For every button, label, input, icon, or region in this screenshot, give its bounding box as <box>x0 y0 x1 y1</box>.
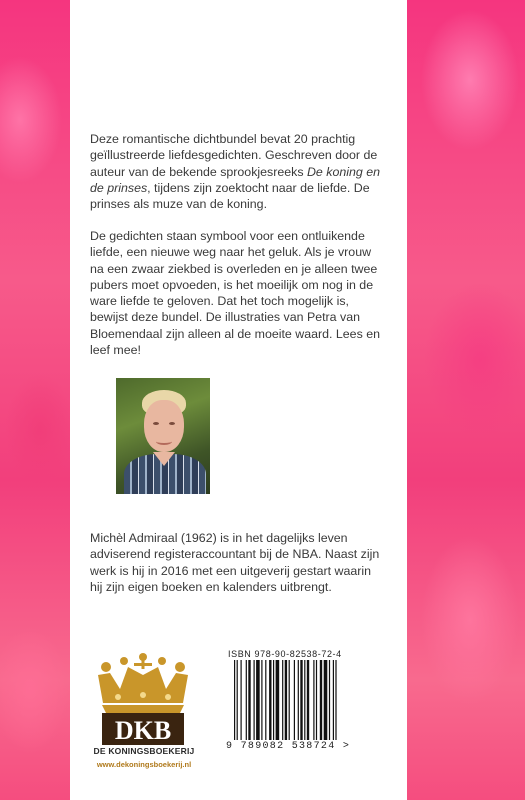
series-title: De koning en de prinses <box>90 164 381 195</box>
publisher-name: DE KONINGSBOEKERIJ <box>93 746 195 756</box>
author-photo <box>116 378 210 494</box>
publisher-url[interactable]: www.dekoningsboekerij.nl <box>96 760 192 769</box>
blurb-paragraph-2: De gedichten staan symbool voor een ontluikende liefde, een nieuwe weg naar het geluk. Als je vrouw na een zwaar ziekbed is overleden en je alleen twee pubers moet opvoeden, is het moeilijk om nog in de ware liefde te geloven. Dat het toch mogelijk is, bewijst deze bundel. De illustraties van Petra van Bloemendaal zijn alleen al de moeite waard. Lees en leef mee! <box>90 229 380 358</box>
blurb-text: Deze romantische dichtbundel bevat 20 prachtig geïllustreerde liefdesgedichten. Geschreven door de auteur van de bekende sprookjesreeks <box>90 132 378 179</box>
blurb-text: , tijdens zijn zoektocht naar de liefde. De prinses als muze van de koning. <box>90 180 370 212</box>
isbn-digits: 9 789082 538724 > <box>226 741 351 752</box>
logo-letters: DKB <box>114 716 172 745</box>
isbn-label: ISBN 978-90-82538-72-4 <box>228 649 342 659</box>
author-bio: Michèl Admiraal (1962) is in het dagelijks leven adviserend registeraccountant bij de NBA. Naast zijn werk is hij in 2016 met een uitgeverij gestart waarin hij zijn eigen boeken en kalenders uitbrengt. <box>90 531 380 594</box>
blurb-paragraph-1 <box>90 131 386 212</box>
barcode <box>232 660 382 740</box>
